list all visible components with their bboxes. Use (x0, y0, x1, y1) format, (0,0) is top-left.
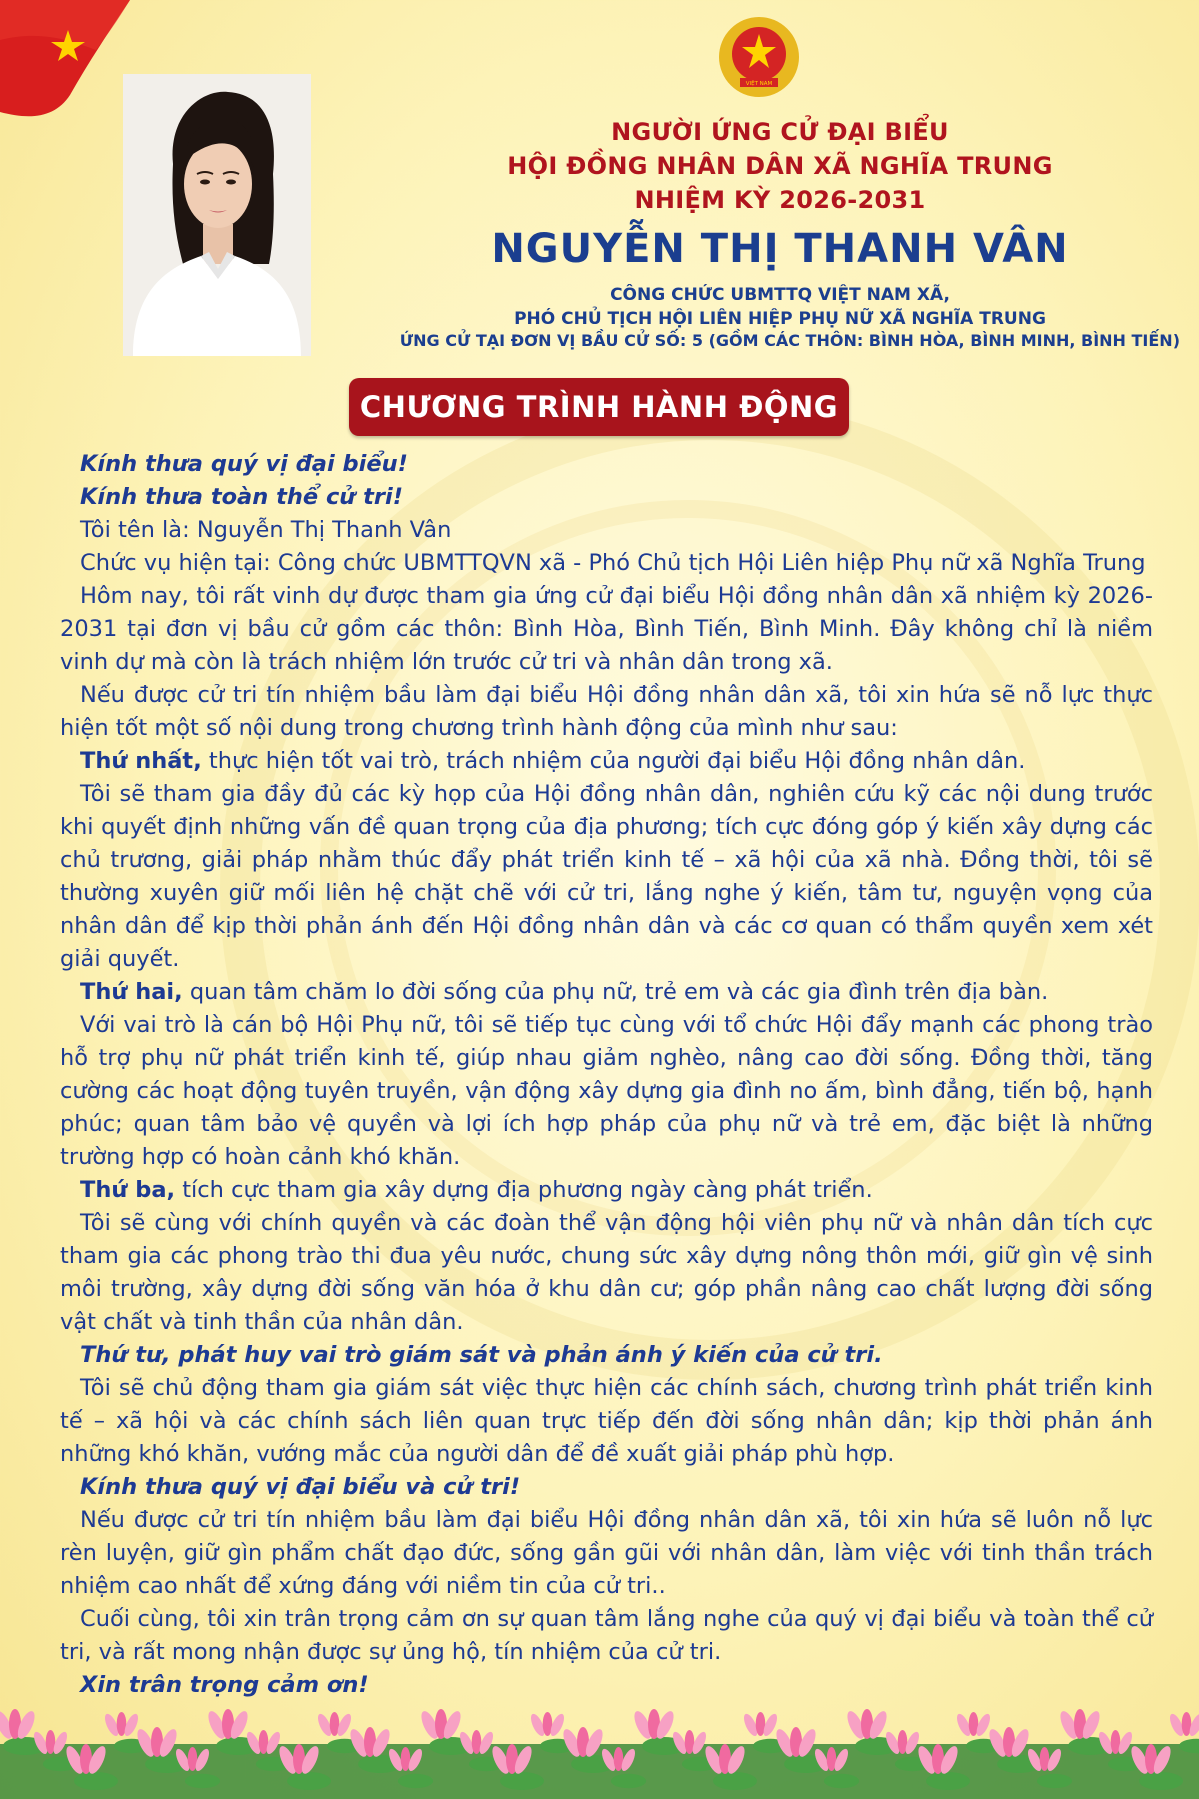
lotus-leaf (287, 1772, 331, 1790)
paragraph-third: Tôi sẽ cùng với chính quyền và các đoàn thể vận động hội viên phụ nữ và nhân dân tích cực tham gia các phong trào thi đua yêu nước, chung sức xây dựng nông thôn mới, giữ gìn vệ sinh môi trường, xây dựng đời sống văn hóa ở khu dân cư; góp phần nâng cao chất lượng đời sống vật chất và tinh thần của nhân dân. (60, 1210, 1153, 1335)
closing-thanks: Xin trân trọng cảm ơn! (80, 1672, 369, 1698)
paragraph-thanks: Cuối cùng, tôi xin trân trọng cảm ơn sự quan tâm lắng nghe của quý vị đại biểu và toàn thể cử tri, và rất mong nhận được sự ủng hộ, tín nhiệm của cử tri. (60, 1606, 1153, 1665)
lotus-leaf (185, 1774, 220, 1788)
intro-name: Tôi tên là: Nguyễn Thị Thanh Vân (80, 517, 452, 543)
header-line-2: HỘI ĐỒNG NHÂN DÂN XÃ NGHĨA TRUNG (507, 152, 1053, 180)
emblem-ribbon-text: VIỆT NAM (745, 81, 773, 87)
position-line-1: CÔNG CHỨC UBMTTQ VIỆT NAM XÃ, (610, 285, 950, 305)
paragraph-first: Tôi sẽ tham gia đầy đủ các kỳ họp của Hội đồng nhân dân, nghiên cứu kỹ các nội dung trước khi quyết định những vấn đề quan trọng của địa phương; tích cực đóng góp ý kiến xây dựng các chủ trương, giải pháp nhằm thúc đẩy phát triển kinh tế – xã hội của xã nhà. Đồng thời, tôi sẽ thường xuyên giữ mối liên hệ chặt chẽ với cử tri, lắng nghe ý kiến, tâm tư, nguyện vọng của nhân dân để kịp thời phản ánh đến Hội đồng nhân dân và các cơ quan có thẩm quyền xem xét giải quyết. (60, 781, 1153, 972)
lotus-leaf (926, 1772, 970, 1790)
paragraph-commitment: Nếu được cử tri tín nhiệm bầu làm đại biểu Hội đồng nhân dân xã, tôi xin hứa sẽ luôn nỗ lực rèn luyện, giữ gìn phẩm chất đạo đức, sống gần gũi với nhân dân, làm việc với tinh thần trách nhiệm cao nhất để xứng đáng với niềm tin của cử tri.. (60, 1507, 1153, 1599)
heading-third (60, 1174, 1153, 1207)
paragraph-second: Với vai trò là cán bộ Hội Phụ nữ, tôi sẽ tiếp tục cùng với tổ chức Hội đẩy mạnh các phong trào hỗ trợ phụ nữ phát triển kinh tế, giúp nhau giảm nghèo, nâng cao đời sống. Đồng thời, tăng cường các hoạt động tuyên truyền, vận động xây dựng gia đình no ấm, bình đẳng, tiến bộ, hạnh phúc; quan tâm bảo vệ quyền và lợi ích hợp pháp của phụ nữ và trẻ em, đặc biệt là những trường hợp có hoàn cảnh khó khăn. (60, 1012, 1153, 1170)
paragraph-candidacy: Hôm nay, tôi rất vinh dự được tham gia ứng cử đại biểu Hội đồng nhân dân xã nhiệm kỳ 2026-2031 tại đơn vị bầu cử gồm các thôn: Bình Hòa, Bình Tiến, Bình Minh. Đây không chỉ là niềm vinh dự mà còn là trách nhiệm lớn trước cử tri và nhân dân trong xã. (60, 583, 1153, 675)
lotus-leaf (1139, 1772, 1183, 1790)
heading-first-text: thực hiện tốt vai trò, trách nhiệm của người đại biểu Hội đồng nhân dân. (201, 748, 1026, 774)
heading-first (60, 745, 1153, 778)
lotus-leaf (1037, 1774, 1072, 1788)
constituency-line: ỨNG CỬ TẠI ĐƠN VỊ BẦU CỬ SỐ: 5 (GỒM CÁC THÔN: BÌNH HÒA, BÌNH MINH, BÌNH TIẾN) (399, 331, 1180, 350)
heading-third-text: tích cực tham gia xây dựng địa phương ngày càng phát triển. (175, 1177, 873, 1203)
header-line-3: NHIỆM KỲ 2026-2031 (634, 186, 926, 214)
heading-third-label: Thứ ba, (80, 1177, 176, 1203)
candidate-portrait (123, 74, 311, 356)
lotus-leaf (74, 1772, 118, 1790)
national-emblem-icon (716, 14, 802, 100)
lotus-leaf (611, 1774, 646, 1788)
heading-first-label: Thứ nhất, (80, 748, 202, 774)
header-block (380, 115, 1180, 217)
heading-second-text: quan tâm chăm lo đời sống của phụ nữ, trẻ em và các gia đình trên địa bàn. (182, 979, 1049, 1005)
heading-second-label: Thứ hai, (80, 979, 183, 1005)
lotus-leaf (398, 1774, 433, 1788)
candidate-positions (380, 283, 1180, 331)
action-program-banner: CHƯƠNG TRÌNH HÀNH ĐỘNG (349, 378, 849, 436)
vietnam-flag-icon (0, 0, 130, 120)
greeting-delegates: Kính thưa quý vị đại biểu! (80, 451, 408, 477)
candidate-name: NGUYỄN THỊ THANH VÂN (491, 226, 1069, 272)
lotus-flowers-decoration (0, 1684, 1199, 1799)
heading-second (60, 976, 1153, 1009)
speech-content (60, 448, 1153, 1702)
greeting-voters: Kính thưa toàn thể cử tri! (80, 484, 403, 510)
lotus-leaf (713, 1772, 757, 1790)
intro-role: Chức vụ hiện tại: Công chức UBMTTQVN xã - Phó Chủ tịch Hội Liên hiệp Phụ nữ xã Nghĩa Trung (80, 550, 1146, 576)
paragraph-promise: Nếu được cử tri tín nhiệm bầu làm đại biểu Hội đồng nhân dân xã, tôi xin hứa sẽ nỗ lực thực hiện tốt một số nội dung trong chương trình hành động của mình như sau: (60, 682, 1153, 741)
header-line-1: NGƯỜI ỨNG CỬ ĐẠI BIỂU (611, 118, 949, 146)
lotus-leaf (500, 1772, 544, 1790)
lotus-leaf (824, 1774, 859, 1788)
greeting-closing: Kính thưa quý vị đại biểu và cử tri! (80, 1474, 521, 1500)
heading-fourth: Thứ tư, phát huy vai trò giám sát và phản ánh ý kiến của cử tri. (80, 1342, 883, 1368)
position-line-2: PHÓ CHỦ TỊCH HỘI LIÊN HIỆP PHỤ NỮ XÃ NGHĨA TRUNG (514, 309, 1046, 329)
paragraph-fourth: Tôi sẽ chủ động tham gia giám sát việc thực hiện các chính sách, chương trình phát triển kinh tế – xã hội và các chính sách liên quan trực tiếp đến đời sống nhân dân; kịp thời phản ánh những khó khăn, vướng mắc của người dân để đề xuất giải pháp phù hợp. (60, 1375, 1153, 1467)
